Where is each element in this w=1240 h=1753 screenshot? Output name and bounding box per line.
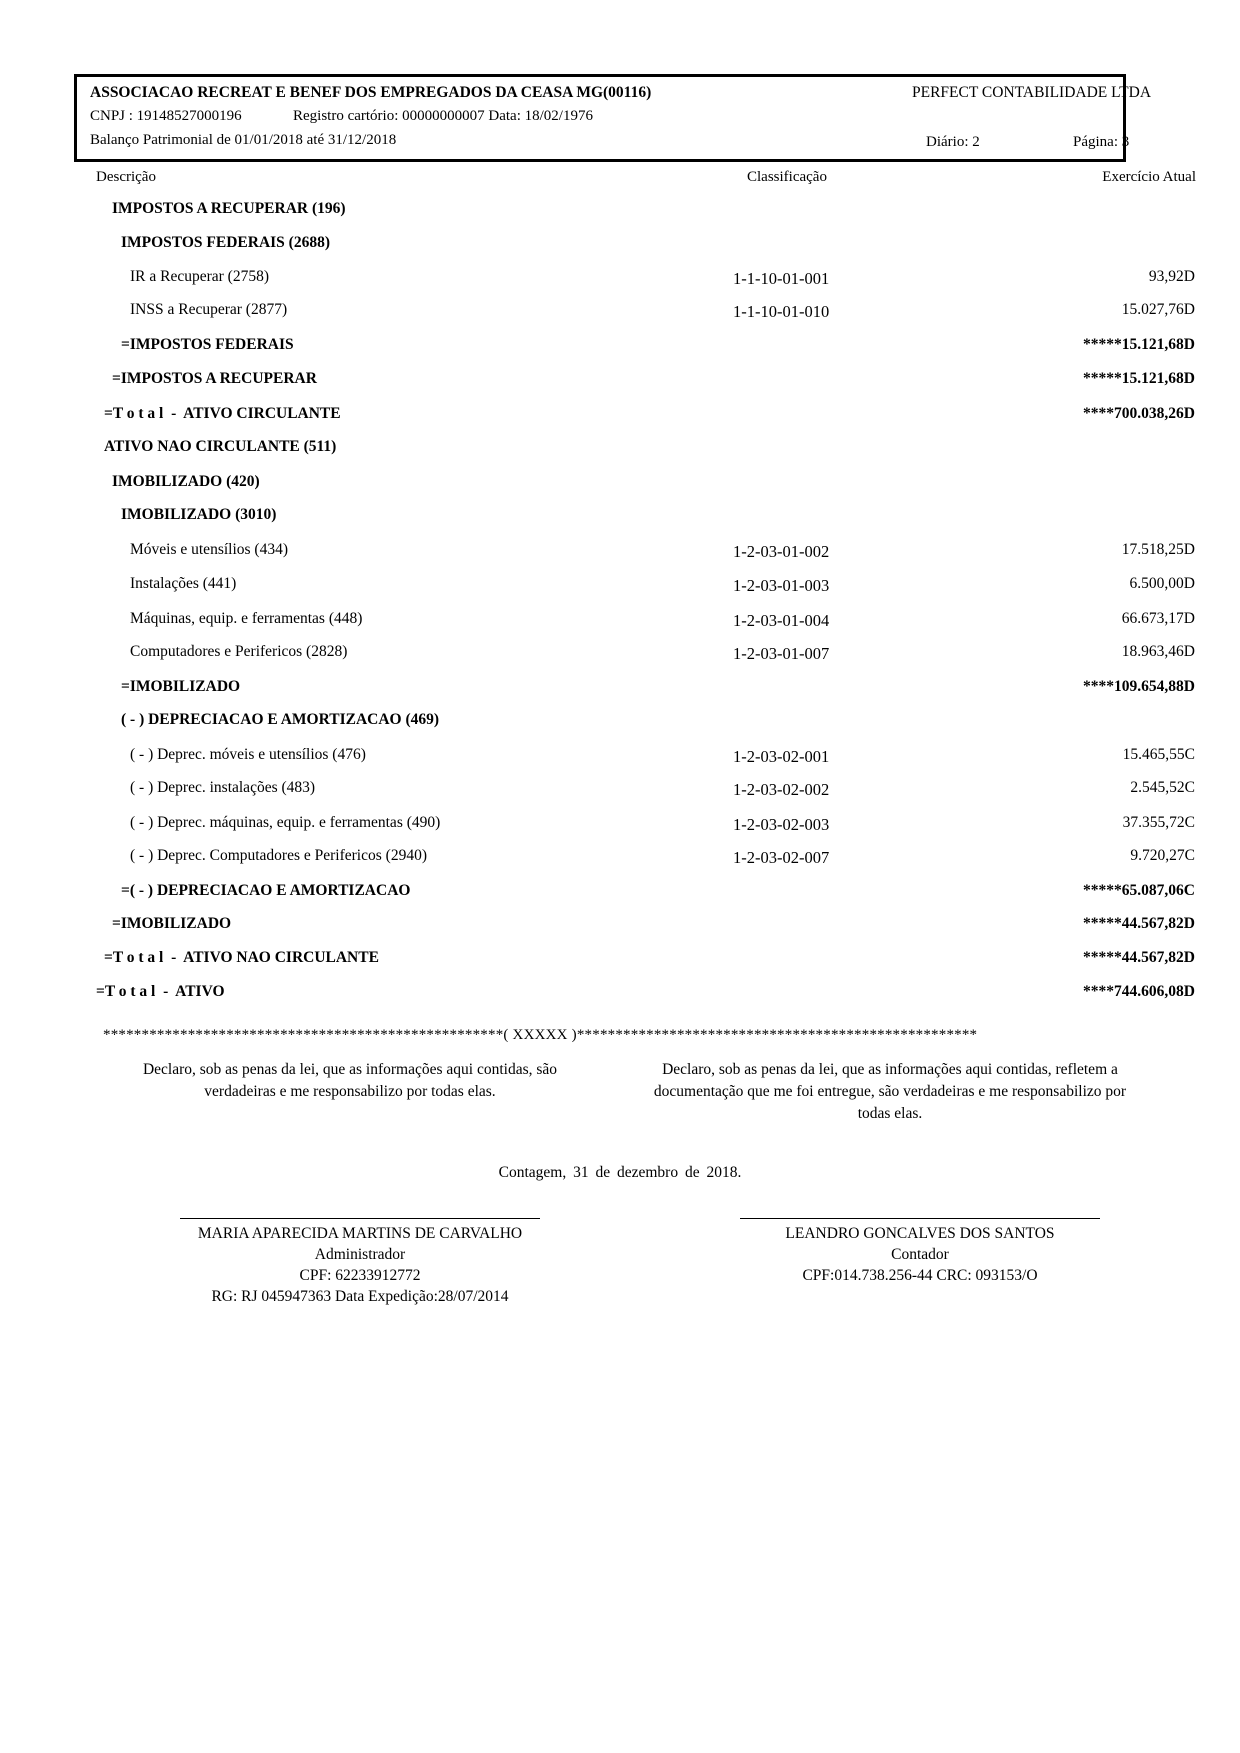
row-description: ( - ) Deprec. Computadores e Perifericos (2940) <box>130 847 427 864</box>
row-value: 18.963,46D <box>1121 643 1195 660</box>
organization-name: ASSOCIACAO RECREAT E BENEF DOS EMPREGADOS DA CEASA MG(00116) <box>90 84 652 101</box>
table-row <box>0 779 1240 805</box>
row-classification: 1-2-03-02-007 <box>733 848 830 867</box>
separator-line: ****************************************************( XXXXX )**************************************************** <box>103 1027 978 1043</box>
row-description: Móveis e utensílios (434) <box>130 541 288 558</box>
table-row <box>0 506 1240 532</box>
table-row <box>0 610 1240 636</box>
row-description: ( - ) DEPRECIACAO E AMORTIZACAO (469) <box>121 711 440 728</box>
table-row <box>0 643 1240 669</box>
row-value: 9.720,27C <box>1130 847 1195 864</box>
table-row <box>0 234 1240 260</box>
table-row <box>0 949 1240 975</box>
row-value: *****44.567,82D <box>1083 949 1195 966</box>
row-description: ( - ) Deprec. máquinas, equip. e ferramentas (490) <box>130 814 441 831</box>
table-row <box>0 847 1240 873</box>
signature-line <box>740 1218 1100 1219</box>
row-description: =IMPOSTOS FEDERAIS <box>121 336 294 353</box>
row-description: =IMOBILIZADO <box>112 915 232 932</box>
table-row <box>0 882 1240 908</box>
row-description: IR a Recuperar (2758) <box>130 268 270 285</box>
row-description: IMOBILIZADO (3010) <box>121 506 277 523</box>
signatory-cpf: CPF: 62233912772 <box>299 1267 421 1284</box>
row-value: *****15.121,68D <box>1083 336 1195 353</box>
table-row <box>0 268 1240 294</box>
row-classification: 1-2-03-02-003 <box>733 815 830 834</box>
column-header-classificacao: Classificação <box>747 169 827 185</box>
table-row <box>0 814 1240 840</box>
table-row <box>0 746 1240 772</box>
table-row <box>0 678 1240 704</box>
row-value: 93,92D <box>1148 268 1195 285</box>
row-classification: 1-1-10-01-001 <box>733 269 830 288</box>
registro-cartorio: Registro cartório: 00000000007 Data: 18/02/1976 <box>293 108 593 124</box>
row-classification: 1-2-03-01-004 <box>733 611 830 630</box>
cnpj: CNPJ : 19148527000196 <box>90 108 242 124</box>
report-title: Balanço Patrimonial de 01/01/2018 até 31/12/2018 <box>90 132 397 148</box>
signature-line <box>180 1218 540 1219</box>
table-row <box>0 983 1240 1009</box>
signatory-rg: RG: RJ 045947363 Data Expedição:28/07/2014 <box>211 1288 509 1305</box>
place-and-date: Contagem, 31 de dezembro de 2018. <box>498 1164 742 1181</box>
accounting-firm: PERFECT CONTABILIDADE LTDA <box>912 84 1152 101</box>
row-value: ****700.038,26D <box>1083 405 1195 422</box>
table-row <box>0 370 1240 396</box>
declaration-administrator: Declaro, sob as penas da lei, que as informações aqui contidas, são verdadeiras e me responsabilizo por todas elas. <box>142 1061 558 1100</box>
row-description: =IMOBILIZADO <box>121 678 241 695</box>
row-value: 2.545,52C <box>1130 779 1195 796</box>
table-row <box>0 301 1240 327</box>
row-value: 66.673,17D <box>1121 610 1195 627</box>
row-value: *****44.567,82D <box>1083 915 1195 932</box>
diario-number: Diário: 2 <box>926 134 980 150</box>
table-row <box>0 915 1240 941</box>
row-description: Instalações (441) <box>130 575 237 592</box>
row-value: ****109.654,88D <box>1083 678 1195 695</box>
row-description: =T o t a l - ATIVO <box>96 983 225 1000</box>
table-row <box>0 575 1240 601</box>
signatory-role: Administrador <box>314 1246 406 1263</box>
row-classification: 1-2-03-02-001 <box>733 747 830 766</box>
column-header-descricao: Descrição <box>96 169 156 185</box>
row-description: ( - ) Deprec. instalações (483) <box>130 779 316 796</box>
signatory-name: MARIA APARECIDA MARTINS DE CARVALHO <box>197 1225 523 1242</box>
row-description: IMPOSTOS FEDERAIS (2688) <box>121 234 330 251</box>
row-description: ( - ) Deprec. móveis e utensílios (476) <box>130 746 366 763</box>
row-description: Máquinas, equip. e ferramentas (448) <box>130 610 363 627</box>
signature-administrator <box>150 1218 570 1307</box>
signatory-role: Contador <box>891 1246 949 1263</box>
row-classification: 1-2-03-02-002 <box>733 780 830 799</box>
row-classification: 1-1-10-01-010 <box>733 302 830 321</box>
signatory-name: LEANDRO GONCALVES DOS SANTOS <box>785 1225 1055 1242</box>
row-description: =IMPOSTOS A RECUPERAR <box>112 370 317 387</box>
row-classification: 1-2-03-01-003 <box>733 576 830 595</box>
row-description: IMPOSTOS A RECUPERAR (196) <box>112 200 346 217</box>
row-value: 15.465,55C <box>1122 746 1195 763</box>
row-value: 17.518,25D <box>1121 541 1195 558</box>
row-value: 15.027,76D <box>1121 301 1195 318</box>
row-description: =( - ) DEPRECIACAO E AMORTIZACAO <box>121 882 411 899</box>
row-description: =T o t a l - ATIVO NAO CIRCULANTE <box>104 949 379 966</box>
row-value: *****15.121,68D <box>1083 370 1195 387</box>
signatory-cpf: CPF:014.738.256-44 CRC: 093153/O <box>802 1267 1038 1284</box>
table-row <box>0 438 1240 464</box>
table-row <box>0 473 1240 499</box>
row-description: IMOBILIZADO (420) <box>112 473 260 490</box>
row-description: INSS a Recuperar (2877) <box>130 301 288 318</box>
table-row <box>0 405 1240 431</box>
row-description: Computadores e Perifericos (2828) <box>130 643 348 660</box>
report-header <box>74 74 1152 162</box>
row-classification: 1-2-03-01-002 <box>733 542 830 561</box>
row-value: 6.500,00D <box>1129 575 1195 592</box>
declaration-accountant: Declaro, sob as penas da lei, que as informações aqui contidas, refletem a documentação que me foi entregue, são verdadeiras e me responsabilizo por todas elas. <box>653 1061 1127 1122</box>
row-description: ATIVO NAO CIRCULANTE (511) <box>104 438 337 455</box>
row-value: *****65.087,06C <box>1083 882 1195 899</box>
table-row <box>0 541 1240 567</box>
table-row <box>0 200 1240 226</box>
column-header-exercicio: Exercício Atual <box>1102 169 1196 185</box>
table-row <box>0 336 1240 362</box>
page-number: Página: 3 <box>1073 134 1130 150</box>
row-value: 37.355,72C <box>1122 814 1195 831</box>
row-description: =T o t a l - ATIVO CIRCULANTE <box>104 405 341 422</box>
signature-accountant <box>700 1218 1140 1286</box>
row-value: ****744.606,08D <box>1083 983 1195 1000</box>
table-row <box>0 711 1240 737</box>
row-classification: 1-2-03-01-007 <box>733 644 830 663</box>
